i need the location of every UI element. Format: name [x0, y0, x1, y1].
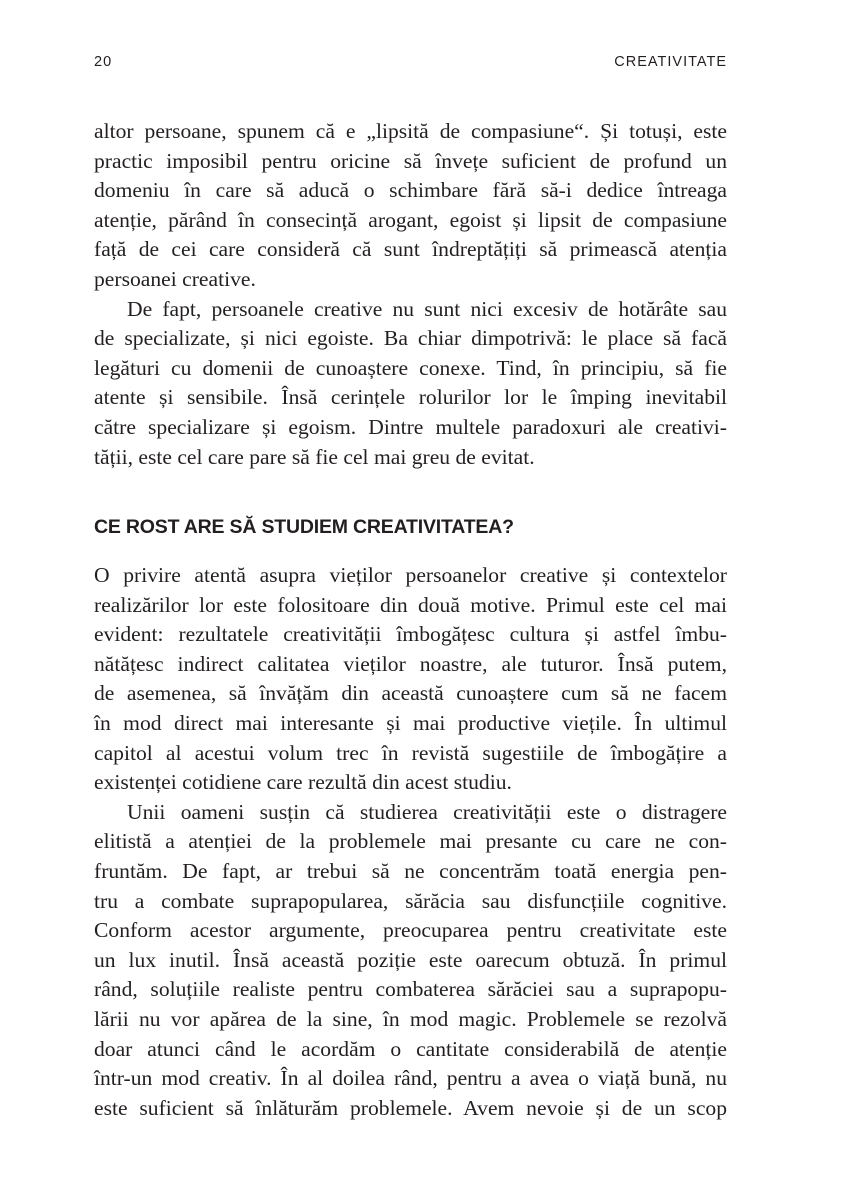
text-line: către specializare și egoism. Dintre multele paradoxuri ale creativi-	[94, 414, 727, 439]
text-line: atenție, părând în consecință arogant, egoist și lipsit de compasiune	[94, 207, 727, 232]
text-line: nătățesc indirect calitatea vieților noastre, ale tuturor. Însă putem,	[94, 651, 727, 676]
text-line: un lux inutil. Însă această poziție este oarecum obtuză. În primul	[94, 947, 727, 972]
text-line: capitol al acestui volum trec în revistă sugestiile de îmbogățire a	[94, 740, 727, 765]
text-line: într-un mod creativ. În al doilea rând, pentru a avea o viață bună, nu	[94, 1066, 727, 1091]
text-line: de specializate, și nici egoiste. Ba chiar dimpotrivă: le place să facă	[94, 326, 727, 351]
chapter-title: CREATIVITATE	[614, 54, 727, 70]
section-heading: CE ROST ARE SĂ STUDIEM CREATIVITATEA?	[94, 516, 514, 538]
text-line: este suficient să înlăturăm problemele. Avem nevoie și de un scop	[94, 1095, 727, 1120]
text-line: fruntăm. De fapt, ar trebui să ne concentrăm toată energia pen-	[94, 858, 727, 883]
section-2-body	[94, 561, 727, 1123]
text-line: persoanei creative.	[94, 266, 256, 291]
text-line: legături cu domenii de cunoaștere conexe. Tind, în principiu, să fie	[94, 355, 727, 380]
text-line: practic imposibil pentru oricine să învețe suficient de profund un	[94, 148, 727, 173]
page-number: 20	[94, 54, 113, 70]
paragraph	[94, 561, 727, 798]
paragraph	[94, 295, 727, 473]
section-1-body	[94, 117, 727, 472]
text-line: elitistă a atenției de la problemele mai presante cu care ne con-	[94, 829, 727, 854]
text-line: altor persoane, spunem că e „lipsită de compasiune“. Și totuși, este	[94, 119, 727, 143]
text-line: tru a combate suprapopularea, sărăcia sau disfuncțiile cognitive.	[94, 888, 727, 913]
paragraph	[94, 117, 727, 295]
text-line: rând, soluțiile realiste pentru combaterea sărăciei sau a suprapopu-	[94, 977, 727, 1002]
text-line: atente și sensibile. Însă cerințele rolurilor lor le împing inevitabil	[94, 385, 727, 410]
text-line: de asemenea, să învățăm din această cunoaștere cum să ne facem	[94, 681, 727, 706]
running-header	[94, 54, 727, 74]
text-line: față de cei care consideră că sunt îndreptățiți să primească atenția	[94, 237, 727, 262]
text-line: existenței cotidiene care rezultă din acest studiu.	[94, 770, 512, 795]
text-line: lării nu vor apărea de la sine, în mod magic. Problemele se rezolvă	[94, 1006, 727, 1031]
text-line: în mod direct mai interesante și mai productive viețile. În ultimul	[94, 710, 727, 735]
text-line: tății, este cel care pare să fie cel mai greu de evitat.	[94, 444, 535, 469]
text-line: Conform acestor argumente, preocuparea pentru creativitate este	[94, 918, 727, 943]
text-line: Unii oameni susțin că studierea creativității este o distragere	[127, 799, 727, 824]
text-line: O privire atentă asupra vieților persoanelor creative și contextelor	[94, 563, 727, 587]
text-line: doar atunci când le acordăm o cantitate considerabilă de atenție	[94, 1036, 727, 1061]
paragraph	[94, 798, 727, 1124]
text-line: evident: rezultatele creativității îmbogățesc cultura și astfel îmbu-	[94, 622, 727, 647]
text-line: domeniu în care să aducă o schimbare fără să-i dedice întreaga	[94, 178, 727, 203]
text-line: realizărilor lor este folositoare din două motive. Primul este cel mai	[94, 592, 727, 617]
text-line: De fapt, persoanele creative nu sunt nici excesiv de hotărâte sau	[127, 296, 727, 321]
